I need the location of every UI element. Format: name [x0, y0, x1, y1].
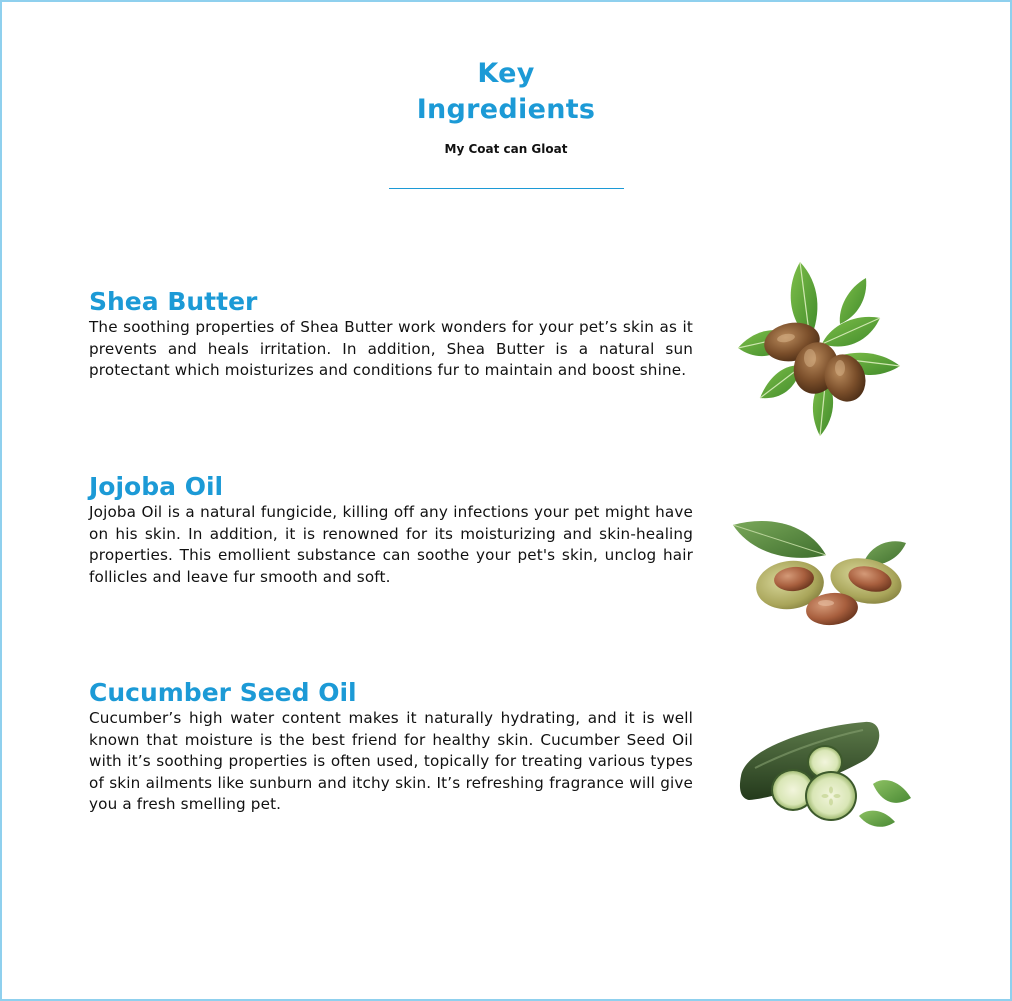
cucumber-image	[735, 718, 915, 830]
ingredient-jojoba-oil	[89, 472, 693, 588]
ingredient-name: Jojoba Oil	[89, 472, 224, 501]
jojoba-seeds-image	[728, 515, 913, 635]
ingredient-name: Shea Butter	[89, 287, 258, 316]
ingredient-name: Cucumber Seed Oil	[89, 678, 357, 707]
header	[0, 56, 1012, 156]
ingredient-cucumber-seed-oil	[89, 678, 693, 816]
page-subtitle: My Coat can Gloat	[444, 142, 568, 156]
ingredient-description: Jojoba Oil is a natural fungicide, killing off any infections your pet might have on his skin. In addition, it is renowned for its moisturizing and skin-healing properties. This emollient substance can soothe your pet's skin, unclog hair follicles and leave fur smooth and soft.	[89, 503, 693, 586]
page-title: Key Ingredients	[416, 58, 596, 125]
shea-nuts-image	[730, 258, 910, 438]
title-divider	[389, 188, 624, 189]
ingredient-description: Cucumber’s high water content makes it naturally hydrating, and it is well known that moisture is the best friend for healthy skin. Cucumber Seed Oil with it’s soothing properties is often used, topically for treating various types of skin ailments like sunburn and itchy skin. It’s refreshing fragrance will give you a fresh smelling pet.	[89, 709, 693, 814]
ingredient-description: The soothing properties of Shea Butter work wonders for your pet’s skin as it prevents and heals irritation. In addition, Shea Butter is a natural sun protectant which moisturizes and conditions fur to maintain and boost shine.	[89, 318, 693, 380]
ingredient-shea-butter	[89, 287, 693, 382]
